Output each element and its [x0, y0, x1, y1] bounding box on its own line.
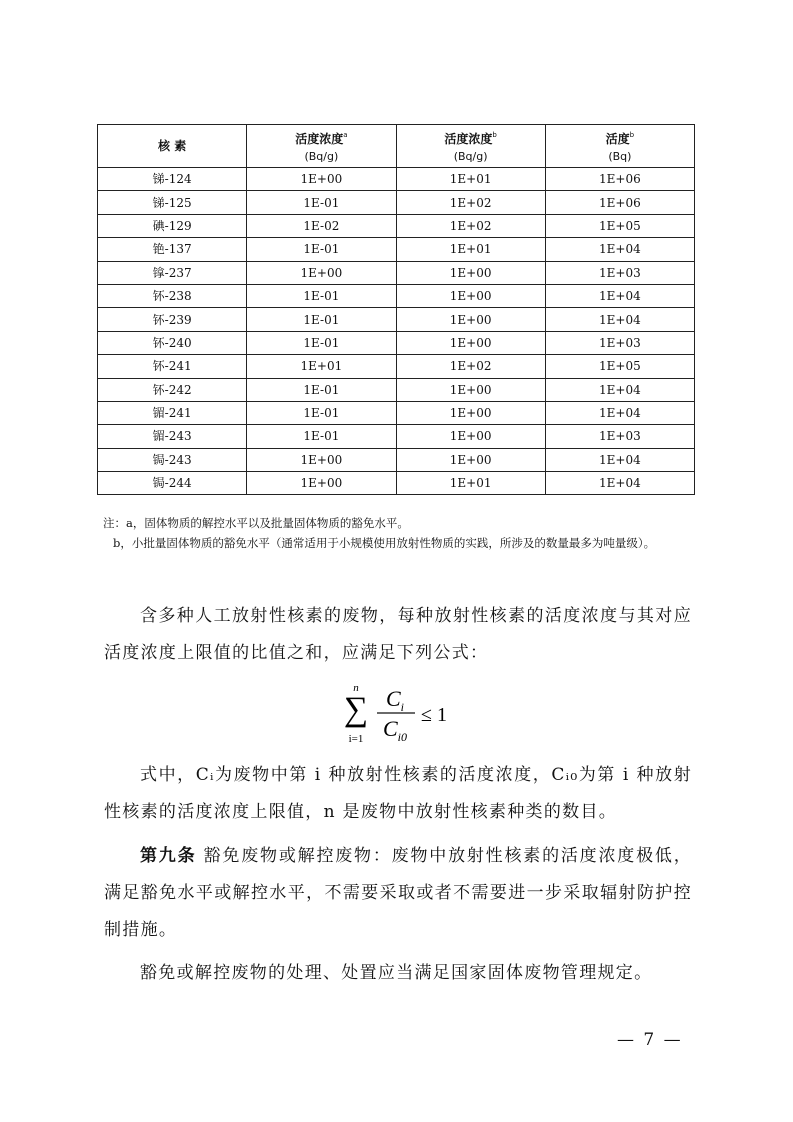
header-nuclide: 核 素 — [98, 125, 247, 168]
nuclide-cell: 钚-239 — [98, 308, 247, 331]
page-number: — 7 — — [617, 1030, 683, 1050]
nuclide-cell: 钚-238 — [98, 284, 247, 307]
value-cell: 1E+01 — [247, 355, 396, 378]
value-cell: 1E+06 — [545, 168, 694, 191]
table-row — [98, 214, 695, 237]
table-row — [98, 308, 695, 331]
value-cell: 1E+04 — [545, 472, 694, 495]
value-cell: 1E+00 — [247, 448, 396, 471]
value-cell: 1E+05 — [545, 355, 694, 378]
table-row — [98, 261, 695, 284]
sigma-symbol: ∑ — [343, 691, 369, 728]
nuclide-cell: 锔-244 — [98, 472, 247, 495]
value-cell: 1E+00 — [396, 378, 545, 401]
denominator: $C_{i0}$ — [382, 716, 408, 744]
value-cell: 1E+04 — [545, 308, 694, 331]
value-cell: 1E-01 — [247, 191, 396, 214]
paragraph-formula-explanation: 式中，Cᵢ为废物中第 i 种放射性核素的活度浓度，Cᵢ₀为第 i 种放射性核素的活度浓度上限值，n 是废物中放射性核素种类的数目。 — [104, 765, 692, 822]
nuclide-cell: 锑-125 — [98, 191, 247, 214]
nuclide-cell: 镅-243 — [98, 425, 247, 448]
value-cell: 1E+04 — [545, 284, 694, 307]
table-row — [98, 425, 695, 448]
table-row — [98, 355, 695, 378]
numerator: $C_i$ — [385, 686, 405, 714]
table-body — [98, 168, 695, 495]
value-cell: 1E-01 — [247, 284, 396, 307]
value-cell: 1E-01 — [247, 378, 396, 401]
nuclide-cell: 镅-241 — [98, 401, 247, 424]
sum-lower-limit: i=1 — [348, 733, 364, 745]
table-row — [98, 401, 695, 424]
nuclide-cell: 钚-241 — [98, 355, 247, 378]
value-cell: 1E+04 — [545, 448, 694, 471]
table-row — [98, 284, 695, 307]
value-cell: 1E+00 — [396, 448, 545, 471]
value-cell: 1E+01 — [396, 168, 545, 191]
value-cell: 1E+00 — [396, 425, 545, 448]
value-cell: 1E+00 — [396, 284, 545, 307]
table-row — [98, 448, 695, 471]
table-header-row — [98, 125, 695, 168]
value-cell: 1E+02 — [396, 191, 545, 214]
nuclide-cell: 碘-129 — [98, 214, 247, 237]
value-cell: 1E+04 — [545, 378, 694, 401]
value-cell: 1E+03 — [545, 261, 694, 284]
table-notes — [103, 513, 703, 553]
value-cell: 1E+04 — [545, 238, 694, 261]
value-cell: 1E-01 — [247, 425, 396, 448]
nuclide-table-container — [97, 124, 695, 495]
value-cell: 1E+02 — [396, 355, 545, 378]
value-cell: 1E+01 — [396, 472, 545, 495]
value-cell: 1E+06 — [545, 191, 694, 214]
value-cell: 1E+00 — [396, 331, 545, 354]
value-cell: 1E+02 — [396, 214, 545, 237]
nuclide-cell: 钚-242 — [98, 378, 247, 401]
paragraph-waste-disposal: 豁免或解控废物的处理、处置应当满足国家固体废物管理规定。 — [140, 963, 653, 983]
nuclide-cell: 锑-124 — [98, 168, 247, 191]
note-a: 注：a，固体物质的解控水平以及批量固体物质的豁免水平。 — [103, 516, 409, 530]
note-b: b，小批量固体物质的豁免水平（通常适用于小规模使用放射性物质的实践，所涉及的数量最多为吨量级）。 — [113, 536, 656, 550]
value-cell: 1E+00 — [396, 261, 545, 284]
relation: ≤ 1 — [421, 704, 447, 726]
value-cell: 1E+04 — [545, 401, 694, 424]
sum-ratio-formula — [343, 678, 463, 748]
sum-upper-limit: n — [353, 682, 359, 694]
table-row — [98, 191, 695, 214]
nuclide-cell: 锔-243 — [98, 448, 247, 471]
value-cell: 1E+00 — [247, 472, 396, 495]
header-activity-concentration-a: 活度浓度$^a$ (Bq/g) — [247, 125, 396, 168]
header-activity-concentration-b: 活度浓度$^b$ (Bq/g) — [396, 125, 545, 168]
nuclide-cell: 铯-137 — [98, 238, 247, 261]
value-cell: 1E-02 — [247, 214, 396, 237]
table-row — [98, 238, 695, 261]
paragraph-multiple-nuclides: 含多种人工放射性核素的废物，每种放射性核素的活度浓度与其对应活度浓度上限值的比值之和，应满足下列公式： — [104, 606, 692, 663]
value-cell: 1E+00 — [396, 401, 545, 424]
table-row — [98, 168, 695, 191]
value-cell: 1E+00 — [247, 168, 396, 191]
article-nine-heading: 第九条 — [140, 846, 197, 866]
value-cell: 1E+03 — [545, 331, 694, 354]
table-row — [98, 331, 695, 354]
value-cell: 1E-01 — [247, 331, 396, 354]
value-cell: 1E+00 — [247, 261, 396, 284]
value-cell: 1E+00 — [396, 308, 545, 331]
value-cell: 1E+01 — [396, 238, 545, 261]
header-activity-b: 活度$^b$ (Bq) — [545, 125, 694, 168]
value-cell: 1E-01 — [247, 401, 396, 424]
value-cell: 1E-01 — [247, 238, 396, 261]
paragraph-article-nine — [104, 838, 692, 949]
table-row — [98, 472, 695, 495]
value-cell: 1E+03 — [545, 425, 694, 448]
value-cell: 1E+05 — [545, 214, 694, 237]
nuclide-cell: 钚-240 — [98, 331, 247, 354]
nuclide-cell: 镎-237 — [98, 261, 247, 284]
article-nine-text: 豁免废物或解控废物：废物中放射性核素的活度浓度极低，满足豁免水平或解控水平，不需要采取或者不需要进一步采取辐射防护控制措施。 — [104, 846, 692, 940]
table-row — [98, 378, 695, 401]
nuclide-table — [97, 124, 695, 495]
value-cell: 1E-01 — [247, 308, 396, 331]
